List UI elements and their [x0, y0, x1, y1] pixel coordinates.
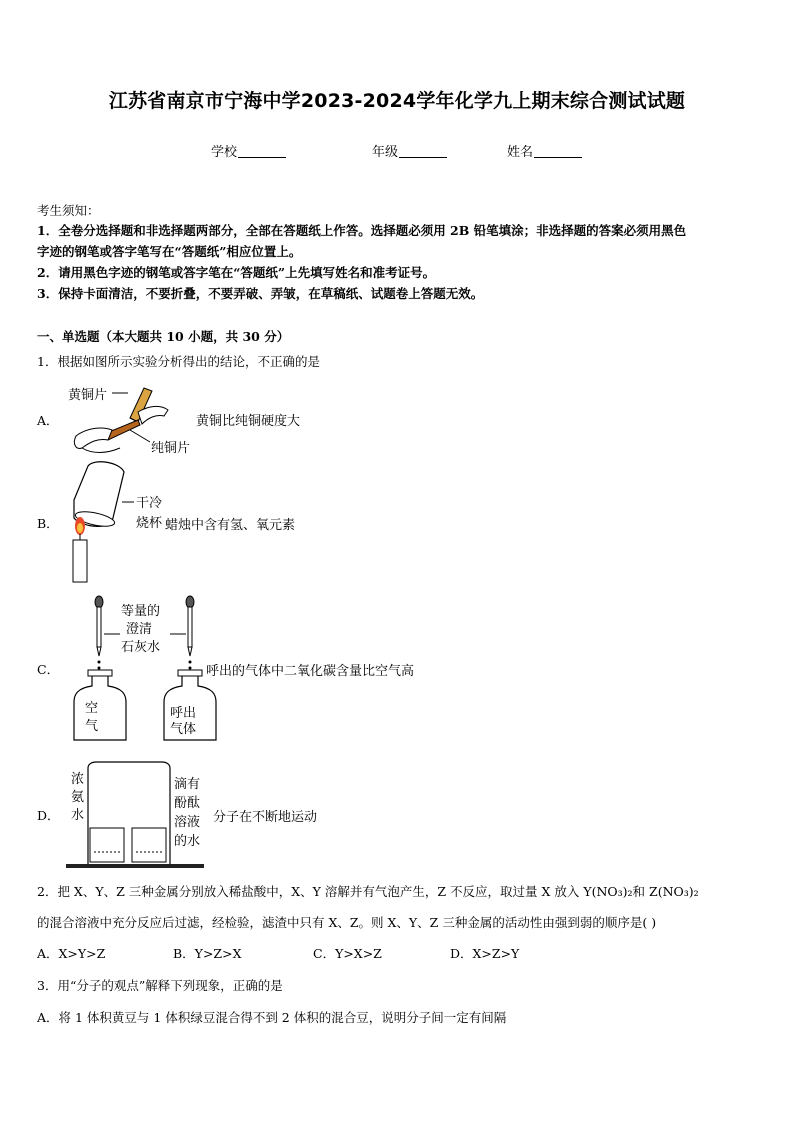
q1a-fig-copper-label: 纯铜片: [151, 441, 191, 456]
q1-option-c-label: C．: [37, 662, 60, 677]
q2-option-b: B．Y>Z>X: [173, 946, 242, 961]
section-heading: 一、单选题（本大题共 10 小题，共 30 分）: [37, 329, 290, 344]
q1-option-b-conclusion: 蜡烛中含有氢、氧元素: [165, 518, 296, 533]
name-label: 姓名: [507, 145, 534, 160]
q1b-fig-label-1: 干冷: [136, 496, 163, 511]
q1b-fig-label-2: 烧杯: [136, 516, 163, 531]
q3-option-a: A．将 1 体积黄豆与 1 体积绿豆混合得不到 2 体积的混合豆，说明分子间一定有间隔: [37, 1010, 507, 1025]
school-blank[interactable]: [238, 144, 286, 158]
name-field: [507, 141, 582, 160]
notice-item-3: 3．保持卡面清洁，不要折叠，不要弄破、弄皱，在草稿纸、试题卷上答题无效。: [37, 286, 484, 301]
q1-option-d-label: D．: [37, 808, 60, 823]
q1a-fig-brass-label: 黄铜片: [68, 388, 108, 403]
notice-heading: 考生须知：: [37, 203, 100, 218]
q1c-fig-label-3: 石灰水: [121, 640, 161, 655]
q1-option-a-label: A．: [37, 413, 59, 428]
q3-stem: 3．用“分子的观点”解释下列现象，正确的是: [37, 978, 283, 993]
grade-blank[interactable]: [399, 144, 447, 158]
q1d-right-label-1: 滴有: [174, 777, 201, 792]
q1-stem: 1．根据如图所示实验分析得出的结论，不正确的是: [37, 354, 320, 369]
q2-stem-line-2: 的混合溶液中充分反应后过滤，经检验，滤渣中只有 X、Z。则 X、Y、Z 三种金属的活动性由强到弱的顺序是( ): [37, 915, 657, 930]
q1a-hands-scratching-figure: [68, 384, 178, 464]
q1c-bottle2-label-2: 气体: [170, 722, 197, 737]
q1-option-d-conclusion: 分子在不断地运动: [213, 810, 318, 825]
page-title: 江苏省南京市宁海中学2023-2024学年化学九上期末综合测试试题: [108, 90, 686, 112]
q2-stem-line-1: 2．把 X、Y、Z 三种金属分别放入稀盐酸中，X、Y 溶解并有气泡产生，Z 不反应，取过量 X 放入 Y(NO₃)₂和 Z(NO₃)₂: [37, 884, 699, 899]
notice-item-2: 2．请用黑色字迹的钢笔或答字笔在“答题纸”上先填写姓名和准考证号。: [37, 265, 436, 280]
q1c-bottle2-label-1: 呼出: [170, 706, 197, 721]
name-blank[interactable]: [534, 144, 582, 158]
grade-label: 年级: [372, 145, 399, 160]
q1d-left-label-3: 水: [71, 808, 85, 823]
q1c-fig-label-2: 澄清: [126, 622, 153, 637]
q1d-right-label-4: 的水: [174, 834, 201, 849]
school-label: 学校: [211, 145, 238, 160]
q1-option-c-conclusion: 呼出的气体中二氧化碳含量比空气高: [206, 664, 415, 679]
q1c-fig-label-1: 等量的: [121, 604, 161, 619]
q1b-candle-beaker-figure: [64, 460, 134, 585]
q1c-bottle1-label-2: 气: [85, 719, 99, 734]
q1-option-b-label: B．: [37, 516, 59, 531]
school-field: [211, 141, 286, 160]
q2-option-a: A．X>Y>Z: [37, 946, 106, 961]
q2-option-c: C．Y>X>Z: [313, 946, 382, 961]
q1d-left-label-2: 氨: [71, 790, 85, 805]
q1d-right-label-3: 溶液: [174, 815, 201, 830]
q2-option-d: D．X>Z>Y: [450, 946, 520, 961]
q1d-left-label-1: 浓: [71, 772, 85, 787]
q1-option-a-conclusion: 黄铜比纯铜硬度大: [196, 414, 301, 429]
grade-field: [372, 141, 447, 160]
notice-item-1: 1．全卷分选择题和非选择题两部分，全部在答题纸上作答。选择题必须用 2B 铅笔填涂；非选择题的答案必须用黑色: [37, 223, 687, 238]
notice-item-1-cont: 字迹的钢笔或答字笔写在“答题纸”相应位置上。: [37, 244, 302, 259]
q1d-right-label-2: 酚酞: [174, 796, 201, 811]
q1c-bottle1-label-1: 空: [85, 701, 99, 716]
